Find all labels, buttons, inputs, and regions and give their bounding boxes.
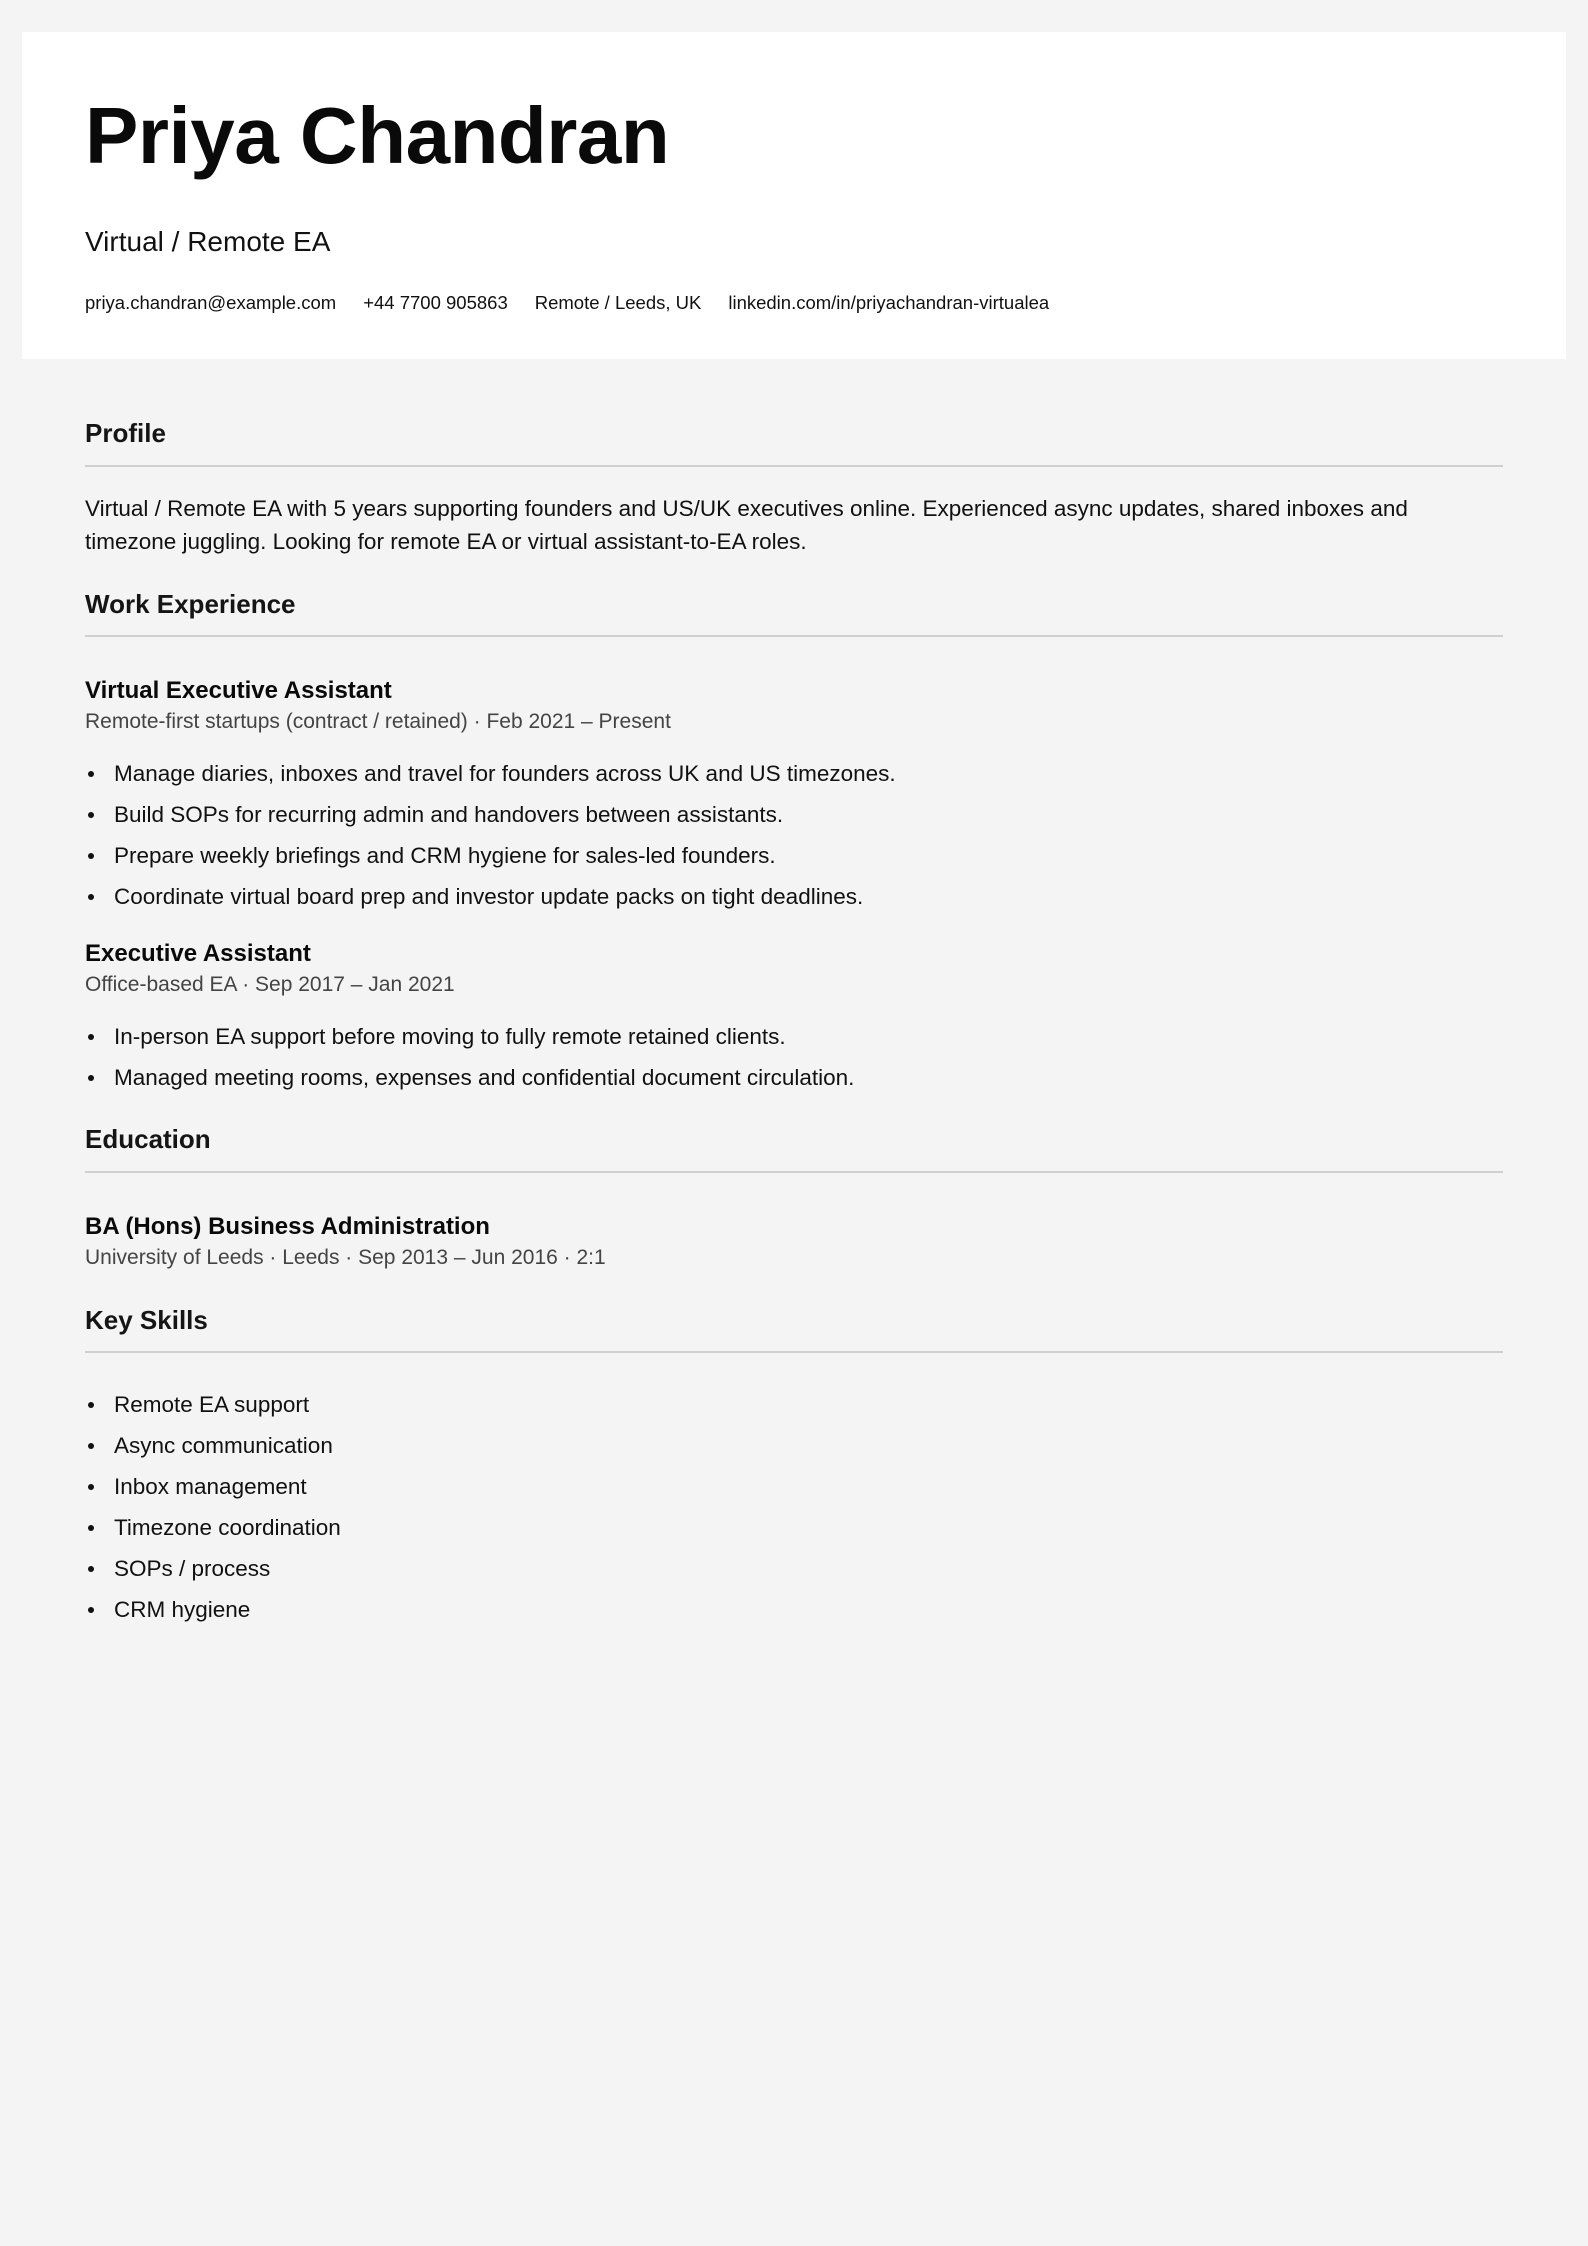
section-divider — [85, 1351, 1503, 1353]
job-meta: Remote-first startups (contract / retained) · Feb 2021 – Present — [85, 710, 671, 733]
job-bullets — [85, 1016, 1503, 1098]
job-title: Virtual Executive Assistant — [85, 677, 392, 704]
section-divider — [85, 1171, 1503, 1173]
list-item: CRM hygiene — [85, 1589, 1503, 1630]
profile-summary: Virtual / Remote EA with 5 years supporting founders and US/UK executives online. Experienced async updates, shared inboxes and timezone juggling. Looking for remote EA or virtual assistant-to-EA roles. — [85, 496, 1408, 554]
education-meta: University of Leeds · Leeds · Sep 2013 – Jun 2016 · 2:1 — [85, 1246, 606, 1269]
list-item: Timezone coordination — [85, 1507, 1503, 1548]
contact-phone[interactable]: +44 7700 905863 — [363, 292, 508, 313]
section-title-experience: Work Experience — [85, 589, 296, 619]
contact-location: Remote / Leeds, UK — [534, 292, 702, 313]
list-item: In-person EA support before moving to fully remote retained clients. — [85, 1016, 1503, 1057]
skills-list — [85, 1384, 1503, 1630]
job-meta: Office-based EA · Sep 2017 – Jan 2021 — [85, 973, 455, 996]
candidate-name: Priya Chandran — [85, 91, 670, 180]
section-divider — [85, 465, 1503, 467]
list-item: Build SOPs for recurring admin and handovers between assistants. — [85, 794, 1503, 835]
contact-row — [85, 294, 1049, 313]
contact-linkedin[interactable]: linkedin.com/in/priyachandran-virtualea — [728, 292, 1050, 313]
section-title-education: Education — [85, 1124, 211, 1154]
job-bullets — [85, 753, 1503, 917]
section-title-profile: Profile — [85, 418, 166, 448]
list-item: Managed meeting rooms, expenses and confidential document circulation. — [85, 1057, 1503, 1098]
list-item: Inbox management — [85, 1466, 1503, 1507]
contact-email[interactable]: priya.chandran@example.com — [85, 292, 337, 313]
section-divider — [85, 635, 1503, 637]
section-title-skills: Key Skills — [85, 1305, 208, 1335]
list-item: Coordinate virtual board prep and investor update packs on tight deadlines. — [85, 876, 1503, 917]
header-card — [22, 32, 1566, 359]
list-item: Remote EA support — [85, 1384, 1503, 1425]
list-item: Async communication — [85, 1425, 1503, 1466]
list-item: Manage diaries, inboxes and travel for founders across UK and US timezones. — [85, 753, 1503, 794]
job-title: Executive Assistant — [85, 940, 311, 967]
list-item: SOPs / process — [85, 1548, 1503, 1589]
candidate-subtitle: Virtual / Remote EA — [85, 226, 331, 257]
list-item: Prepare weekly briefings and CRM hygiene for sales-led founders. — [85, 835, 1503, 876]
degree-title: BA (Hons) Business Administration — [85, 1213, 490, 1240]
